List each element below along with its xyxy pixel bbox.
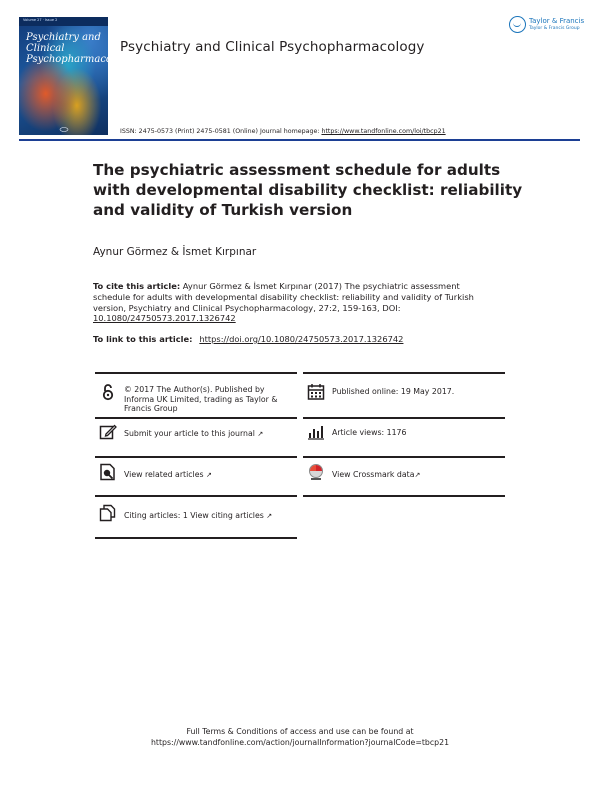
grid-rule-top-left xyxy=(95,372,297,374)
related-articles-label: View related articles xyxy=(124,470,204,479)
publisher-group: Taylor & Francis Group xyxy=(529,26,580,31)
publisher-logo-icon xyxy=(509,16,526,33)
grid-rule-1-left xyxy=(95,417,297,419)
cover-logo-icon xyxy=(59,127,69,132)
article-link-line xyxy=(93,334,403,344)
open-access-icon xyxy=(99,383,117,401)
grid-rule-3-left xyxy=(95,495,297,497)
citation-block xyxy=(93,281,493,324)
cover-issue-text: Volume 27 · Issue 2 xyxy=(23,18,58,22)
external-link-icon: ↗ xyxy=(257,430,264,438)
journal-cover-image xyxy=(19,17,134,135)
related-articles-icon xyxy=(99,463,117,481)
article-link-label: To link to this article: xyxy=(93,334,196,344)
citing-articles-link[interactable] xyxy=(124,511,272,522)
terms-footer xyxy=(0,727,600,748)
grid-rule-4-left xyxy=(95,537,297,539)
citing-articles-label: Citing articles: 1 View citing articles xyxy=(124,511,264,520)
external-link-icon: ↗ xyxy=(206,471,212,479)
journal-homepage-link[interactable]: https://www.tandfonline.com/loi/tbcp21 xyxy=(321,128,446,135)
header-rule xyxy=(19,139,580,141)
grid-rule-top-right xyxy=(303,372,505,374)
citing-articles-icon xyxy=(99,504,117,522)
terms-footer-url[interactable]: https://www.tandfonline.com/action/journalInformation?journalCode=tbcp21 xyxy=(150,737,450,747)
external-link-icon: ↗ xyxy=(414,471,421,479)
article-title: The psychiatric assessment schedule for adults with developmental disability checklist: reliability and validity of Turkish version xyxy=(93,161,523,219)
edit-icon xyxy=(99,423,117,441)
terms-footer-line1: Full Terms & Conditions of access and use can be found at xyxy=(186,727,414,736)
published-date: Published online: 19 May 2017. xyxy=(332,387,455,396)
citation-doi-link[interactable]: 10.1080/24750573.2017.1326742 xyxy=(93,313,236,324)
crossmark-label: View Crossmark data xyxy=(332,470,415,479)
related-articles-link[interactable] xyxy=(124,470,212,481)
publisher-logo[interactable] xyxy=(509,15,585,39)
external-link-icon: ↗ xyxy=(266,512,273,520)
grid-rule-2-left xyxy=(95,456,297,458)
grid-rule-3-right xyxy=(303,495,505,497)
issn-line xyxy=(120,128,446,135)
grid-rule-2-right xyxy=(303,456,505,458)
submit-article-link[interactable] xyxy=(124,429,263,440)
crossmark-link[interactable] xyxy=(332,470,420,481)
journal-title[interactable]: Psychiatry and Clinical Psychopharmacology xyxy=(120,39,425,55)
article-views: Article views: 1176 xyxy=(332,428,407,437)
cover-title: Psychiatry and Clinical Psychopharmacology xyxy=(26,32,134,65)
article-authors[interactable]: Aynur Görmez & İsmet Kırpınar xyxy=(93,246,257,258)
license-text: © 2017 The Author(s). Published by Informa UK Limited, trading as Taylor & Francis Group xyxy=(124,385,278,413)
bar-chart-icon xyxy=(307,423,325,441)
publisher-name: Taylor & Francis xyxy=(529,17,585,25)
grid-rule-1-right xyxy=(303,417,505,419)
issn-text: ISSN: 2475-0573 (Print) 2475-0581 (Online) Journal homepage: xyxy=(120,128,322,135)
submit-article-label: Submit your article to this journal xyxy=(124,429,255,438)
crossmark-icon xyxy=(307,463,325,481)
calendar-icon xyxy=(307,383,325,401)
citation-text: Aynur Görmez & İsmet Kırpınar (2017) The psychiatric assessment schedule for adults with developmental disability checklist: reliability and validity of Turkish version, Psychiatry and Clinical Psychopharmacology, 27:2, 159-163, DOI: xyxy=(93,281,474,313)
article-doi-url[interactable]: https://doi.org/10.1080/24750573.2017.1326742 xyxy=(199,334,404,344)
citation-label: To cite this article: xyxy=(93,281,181,291)
